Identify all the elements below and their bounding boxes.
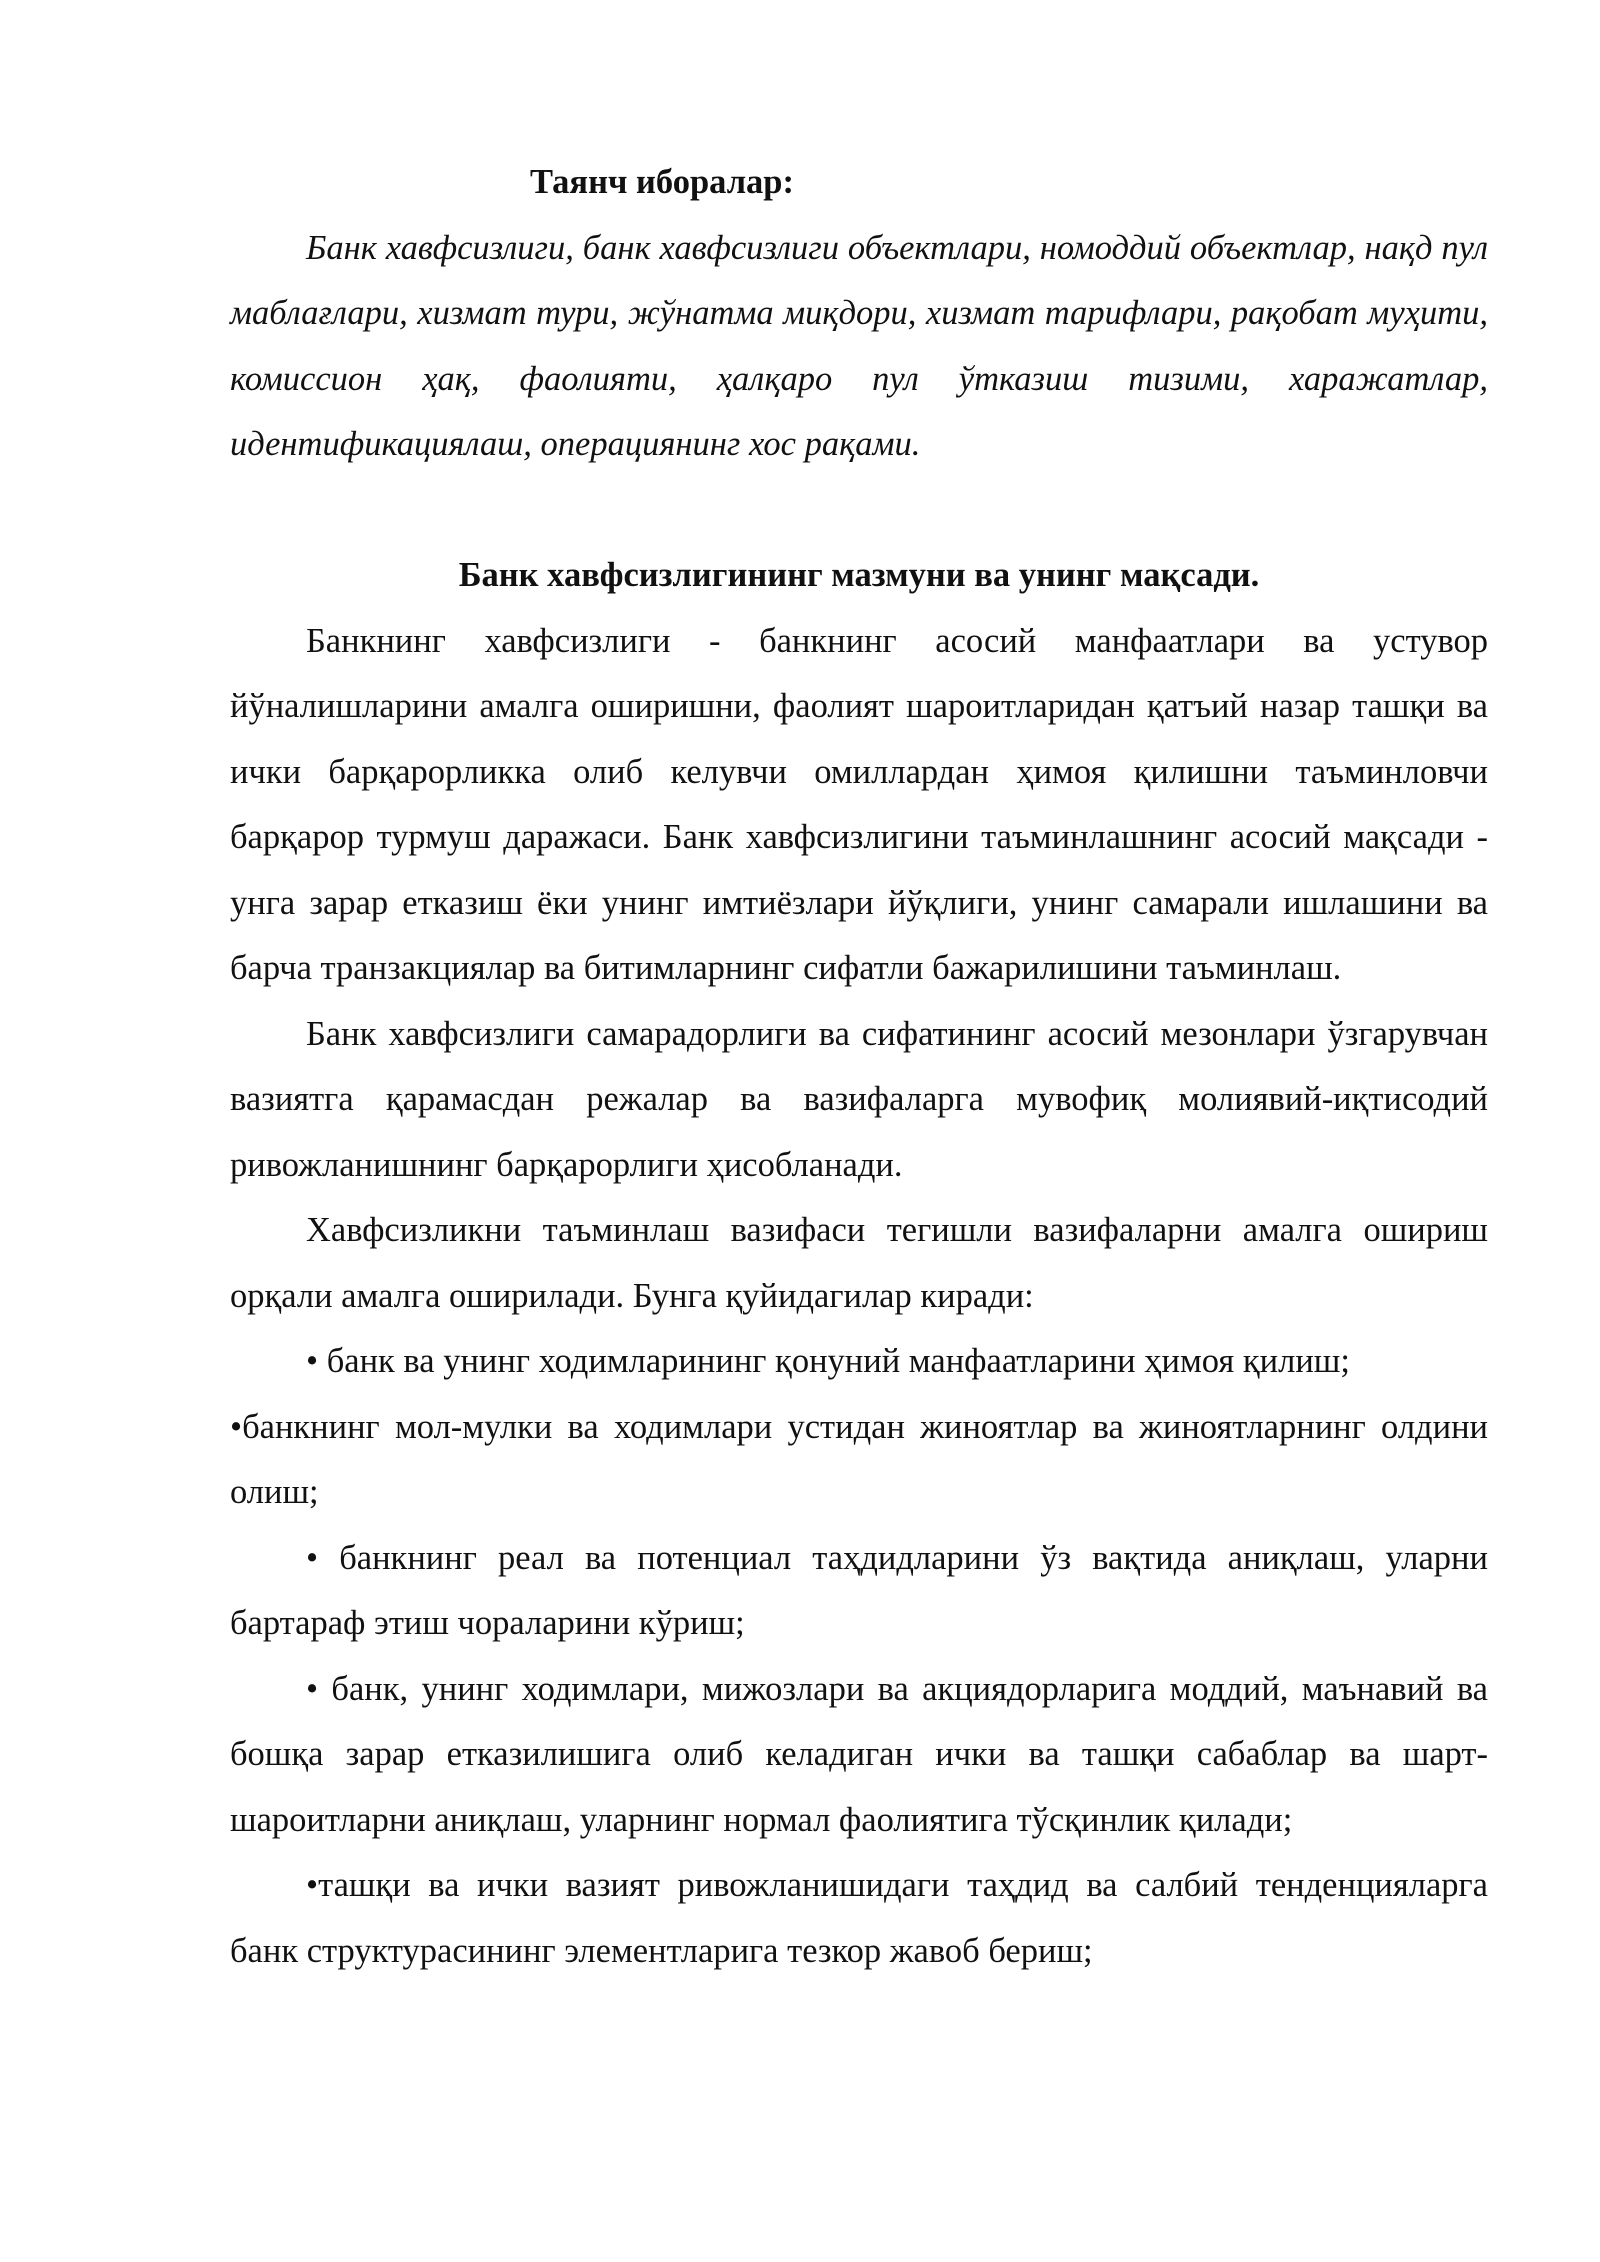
paragraph-criteria: Банк хавфсизлиги самарадорлиги ва сифатининг асосий мезонлари ўзгарувчан вазиятга қарамасдан режалар ва вазифаларга мувофиқ молиявий-иқтисодий ривожланишнинг барқарорлиги ҳисобланади.: [230, 1014, 1488, 1184]
bullet-item-1: • банк ва унинг ходимларининг қонуний манфаатларини ҳимоя қилиш;: [306, 1342, 1350, 1380]
bullet-item-2: •банкнинг мол-мулки ва ходимлари устидан жиноятлар ва жиноятларнинг олдини олиш;: [230, 1407, 1488, 1511]
spacer: [230, 478, 1488, 544]
paragraph-definition: Банкнинг хавфсизлиги - банкнинг асосий манфаатлари ва устувор йўналишларини амалга оширишни, фаолият шароитларидан қатъий назар ташқи ва ички барқарорликка олиб келувчи омиллардан ҳимоя қилишни таъминловчи барқарор турмуш даражаси. Банк хавфсизлигини таъминлашнинг асосий мақсади - унга зарар етказиш ёки унинг имтиёзлари йўқлиги, унинг самарали ишлашини ва барча транзакциялар ва битимларнинг сифатли бажарилишини таъминлаш.: [230, 621, 1488, 987]
keywords-title: Таянч иборалар:: [530, 163, 794, 201]
bullet-item-4: • банк, унинг ходимлари, мижозлари ва акциядорларига моддий, маънавий ва бошқа зарар етказилишига олиб келадиган ички ва ташқи сабаблар ва шарт-шароитларни аниқлаш, уларнинг нормал фаолиятига тўсқинлик қилади;: [230, 1669, 1488, 1839]
bullet-item-5: •ташқи ва ички вазият ривожланишидаги таҳдид ва салбий тенденцияларга банк структурасининг элементларига тезкор жавоб бериш;: [230, 1866, 1488, 1970]
keywords-text: Банк хавфсизлиги, банк хавфсизлиги объектлари, номоддий объектлар, нақд пул маблағлари, хизмат тури, жўнатма миқдори, хизмат тарифлари, рақобат муҳити, комиссион ҳақ, фаолияти, ҳалқаро пул ўтказиш тизими, харажатлар, идентификациялаш, операциянинг хос рақами.: [230, 228, 1488, 463]
section-title: Банк хавфсизлигининг мазмуни ва унинг мақсади.: [458, 556, 1260, 594]
bullet-item-3: • банкнинг реал ва потенциал таҳдидларини ўз вақтида аниқлаш, уларни бартараф этиш чораларини кўриш;: [230, 1538, 1488, 1642]
document-page: [230, 150, 1488, 1984]
paragraph-tasks: Хавфсизликни таъминлаш вазифаси тегишли вазифаларни амалга ошириш орқали амалга оширилади. Бунга қуйидагилар киради:: [230, 1211, 1488, 1315]
